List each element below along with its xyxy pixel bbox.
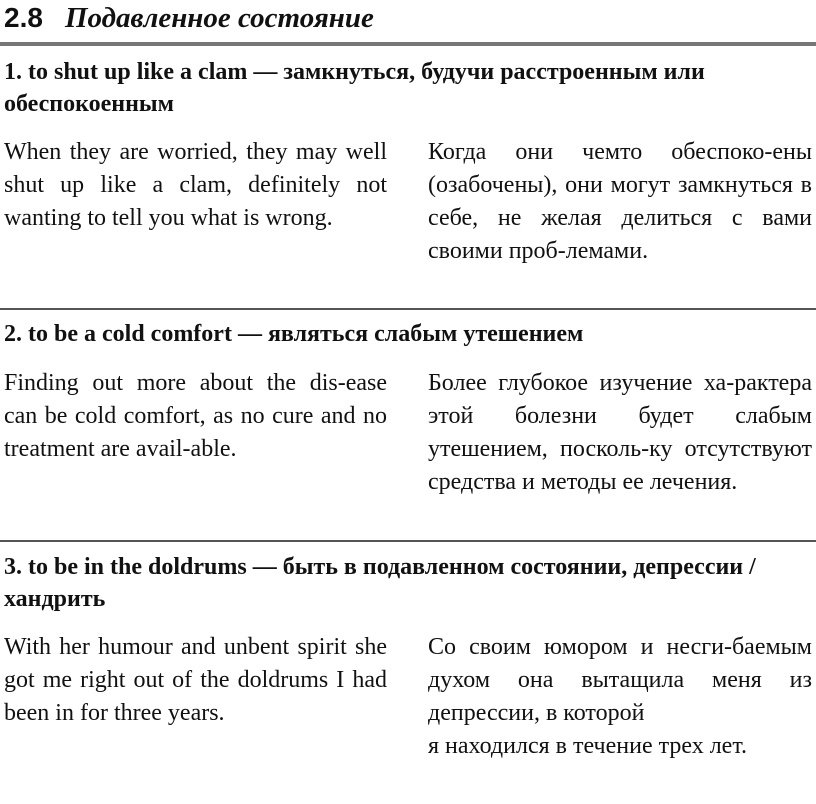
section-number: 2.8	[4, 2, 43, 33]
entry-divider-1	[0, 308, 816, 310]
section-divider	[0, 42, 816, 46]
section-header	[4, 2, 812, 40]
entry-2-english-example: Finding out more about the dis-ease can be cold comfort, as no cure and no treatment are avail-able.	[4, 370, 387, 462]
entry-1-russian-translation: Когда они чемто обеспоко-ены (озабочены), они могут замкнуться в себе, не желая делиться с вами своими проб-лемами.	[428, 139, 812, 264]
entry-divider-2	[0, 540, 816, 542]
entry-3-russian-translation-main: Со своим юмором и несги-баемым духом она вытащила меня из депрессии, в которой	[428, 634, 812, 726]
entry-3-heading: 3. to be in the doldrums — быть в подавленном состоянии, депрессии / хандрить	[4, 554, 756, 612]
entry-2-heading: 2. to be a cold comfort — являться слабым утешением	[4, 321, 584, 347]
entry-2-russian-translation: Более глубокое изучение ха-рактера этой болезни будет слабым утешением, посколь-ку отсутствуют средства и методы ее лечения.	[428, 370, 812, 495]
entry-1-english-example: When they are worried, they may well shut up like a clam, definitely not wanting to tell you what is wrong.	[4, 139, 387, 231]
entry-3-english-example: With her humour and unbent spirit she got me right out of the doldrums I had been in for three years.	[4, 634, 387, 726]
entry-3-russian-translation-end: я находился в течение трех лет.	[428, 733, 748, 759]
entry-1-heading: 1. to shut up like a clam — замкнуться, будучи расстроенным или обеспокоенным	[4, 59, 705, 117]
section-title: Подавленное состояние	[64, 2, 374, 34]
